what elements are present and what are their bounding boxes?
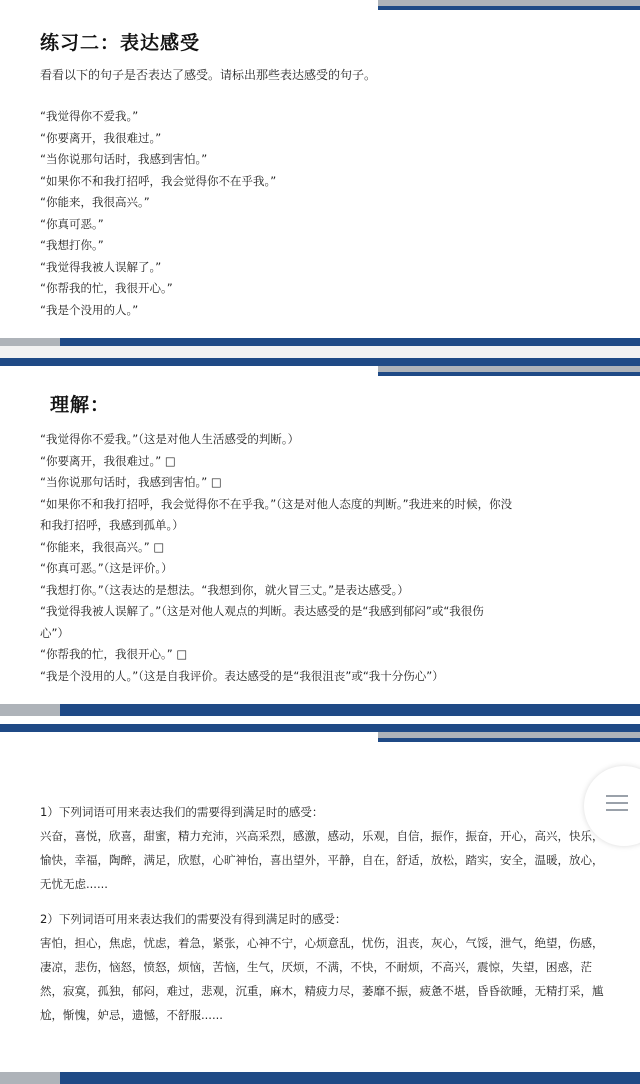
sentence-list: [40, 106, 620, 321]
box-glyph-icon: □: [153, 539, 165, 554]
explanation-row: [40, 451, 622, 473]
explanation-text: “我觉得我被人误解了。”（这是对他人观点的判断。表达感受的是“我感到郁闷”或“我很伤: [40, 604, 484, 618]
explanation-text: “我是个没用的人。”（这是自我评价。表达感受的是“我很沮丧”或“我十分伤心”）: [40, 668, 444, 683]
explanation-row: [40, 601, 622, 623]
explanation-row: [40, 558, 622, 580]
footer-gray-bar: [0, 1072, 60, 1084]
sentence-item: “如果你不和我打招呼，我会觉得你不在乎我。”: [40, 173, 277, 188]
menu-icon: [606, 795, 628, 797]
explanation-row: [40, 472, 622, 494]
positive-feelings-heading: 1）下列词语可用来表达我们的需要得到满足时的感受：: [40, 805, 324, 819]
explanation-row: [40, 429, 622, 451]
header-navy-bar: [0, 358, 640, 366]
slide-exercise: [0, 0, 640, 346]
footer-navy-bar: [60, 704, 640, 716]
explanation-row: [40, 666, 622, 688]
explanation-row: [40, 580, 622, 602]
intro-text: 看看以下的句子是否表达了感受。请标出那些表达感受的句子。: [40, 68, 377, 82]
header-navy-bar-2: [378, 738, 640, 742]
explanation-list: [40, 429, 622, 687]
explanation-row: [40, 623, 622, 645]
slide-gap: [0, 346, 640, 358]
sentence-item: “你真可恶。”: [40, 216, 104, 231]
explanation-text: “你帮我的忙，我很开心。”: [40, 647, 173, 661]
box-glyph-icon: □: [210, 475, 222, 489]
sentence-item: “我觉得你不爱我。”: [40, 109, 139, 123]
explanation-row: [40, 537, 622, 559]
explanation-text: “你真可恶。”（这是评价。）: [40, 561, 173, 575]
sentence-item: “我觉得我被人误解了。”: [40, 259, 162, 274]
sentence-item: “我是个没用的人。”: [40, 302, 139, 317]
sentence-item: “你要离开，我很难过。”: [40, 130, 162, 145]
sentence-item: “当你说那句话时，我感到害怕。”: [40, 152, 208, 166]
slide-understanding: [0, 358, 640, 718]
sentence-item: “你帮我的忙，我很开心。”: [40, 281, 173, 295]
slide-vocabulary: [0, 724, 640, 1084]
explanation-row: [40, 515, 622, 537]
box-glyph-icon: □: [176, 647, 188, 661]
explanation-text: “如果你不和我打招呼，我会觉得你不在乎我。”（这是对他人态度的判断。”我进来的时候，你没: [40, 496, 513, 511]
footer-gray-bar: [0, 338, 60, 346]
explanation-text: “我觉得你不爱我。”（这是对他人生活感受的判断。）: [40, 432, 300, 446]
header-navy-bar-2: [378, 372, 640, 376]
header-navy-bar: [378, 6, 640, 10]
footer-navy-bar: [60, 338, 640, 346]
footer-navy-bar: [60, 1072, 640, 1084]
negative-feelings-heading: 2）下列词语可用来表达我们的需要没有得到满足时的感受：: [40, 912, 347, 926]
explanation-text: “你能来，我很高兴。”: [40, 539, 150, 554]
explanation-text: “我想打你。”（这表达的是想法。“我想到你，就火冒三丈。”是表达感受。）: [40, 582, 409, 597]
box-glyph-icon: □: [164, 453, 176, 468]
page-title: 练习二：表达感受: [40, 32, 201, 54]
positive-feelings-text: 兴奋，喜悦，欣喜，甜蜜，精力充沛，兴高采烈，感激，感动，乐观，自信，振作，振奋，开心，高兴，快乐，愉快，幸福，陶醉，满足，欣慰，心旷神怡，喜出望外，平静，自在，舒适，放松，踏实，安全，温暖，放心，无忧无虑......: [40, 829, 604, 891]
positive-feelings-block: [40, 800, 612, 896]
section-title: 理解：: [50, 394, 111, 416]
negative-feelings-text: 害怕，担心，焦虑，忧虑，着急，紧张，心神不宁，心烦意乱，忧伤，沮丧，灰心，气馁，泄气，绝望，伤感，凄凉，悲伤，恼怒，愤怒，烦恼，苦恼，生气，厌烦，不满，不快，不耐烦，不高兴，震惊，失望，困惑，茫然，寂寞，孤独，郁闷，难过，悲观，沉重，麻木，精疲力尽，萎靡不振，疲惫不堪，昏昏欲睡，无精打采，尴尬，惭愧，妒忌，遗憾，不舒服......: [40, 936, 604, 1022]
explanation-text: 心”）: [40, 625, 69, 640]
explanation-text: 和我打招呼，我感到孤单。）: [40, 518, 184, 532]
sentence-item: “你能来，我很高兴。”: [40, 195, 150, 209]
footer-gray-bar: [0, 704, 60, 716]
explanation-row: [40, 644, 622, 666]
header-navy-bar: [0, 724, 640, 732]
explanation-text: “你要离开，我很难过。”: [40, 453, 162, 468]
explanation-text: “当你说那句话时，我感到害怕。”: [40, 475, 208, 489]
negative-feelings-block: [40, 907, 612, 1027]
sentence-item: “我想打你。”: [40, 238, 104, 252]
explanation-row: [40, 494, 622, 516]
